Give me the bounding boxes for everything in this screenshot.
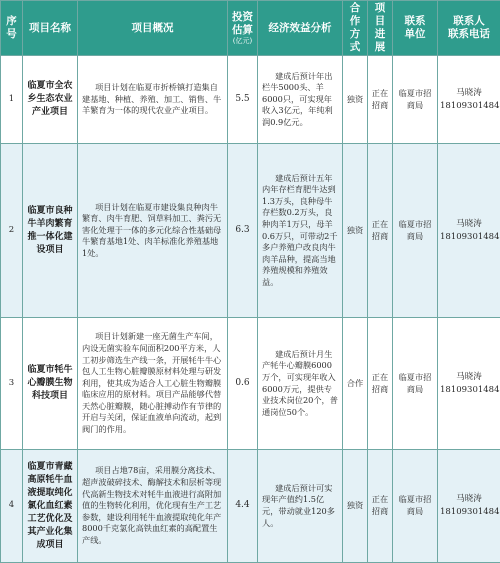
row-number: 4 <box>1 450 23 563</box>
contact-unit: 临夏市招商局 <box>393 144 438 318</box>
header-unit: 联系 单位 <box>393 1 438 56</box>
table-row <box>1 450 500 563</box>
investment-estimate: 4.4 <box>228 450 258 563</box>
contact-phone: 18109301484 <box>440 507 500 517</box>
project-progress: 正在招商 <box>368 318 393 450</box>
project-name: 临夏市青藏高原牦牛血液提取纯化氯化血红素工艺优化及其产业化集成项目 <box>23 450 78 563</box>
contact-person <box>438 144 500 318</box>
header-no: 序号 <box>1 1 23 56</box>
economic-benefit: 建成后预计月生产牦牛心瓣膜6000万个，可实现年收入6000万元，提供专业技术岗位20个，普通岗位50个。 <box>258 318 343 450</box>
contact-name: 马晓涛 <box>456 494 482 504</box>
header-summary: 项目概况 <box>78 1 228 56</box>
project-name: 临夏市全农乡生态农业产业项目 <box>23 56 78 144</box>
header-name: 项目名称 <box>23 1 78 56</box>
row-number: 2 <box>1 144 23 318</box>
table-row <box>1 318 500 450</box>
header-investment: 投资 估算 (亿元) <box>228 1 258 56</box>
cooperation-mode: 合作 <box>343 318 368 450</box>
header-progress: 项目 进展 <box>368 1 393 56</box>
contact-person <box>438 56 500 144</box>
investment-estimate: 5.5 <box>228 56 258 144</box>
row-number: 3 <box>1 318 23 450</box>
economic-benefit: 建成后预计五年内年存栏育肥牛达到1.3万头，良种母牛存栏数0.2万头，良种肉羊1万只，母羊0.6万只，可带动2千多户养殖户改良肉牛肉羊品种，提高当地养殖规模和养殖效益。 <box>258 144 343 318</box>
cooperation-mode: 独资 <box>343 56 368 144</box>
cooperation-mode: 独资 <box>343 450 368 563</box>
table-row <box>1 144 500 318</box>
investment-estimate: 0.6 <box>228 318 258 450</box>
project-progress: 正在招商 <box>368 450 393 563</box>
contact-unit: 临夏市招商局 <box>393 450 438 563</box>
project-summary: 项目计划在临夏市建设集良种肉牛繁育、肉牛育肥、饲草料加工、粪污无害化处理于一体的多元化综合性基础母牛繁育基地1处、肉羊标准化养殖基地1处。 <box>78 144 228 318</box>
contact-unit: 临夏市招商局 <box>393 56 438 144</box>
row-number: 1 <box>1 56 23 144</box>
contact-phone: 18109301484 <box>440 232 500 242</box>
header-cooperation: 合作 方式 <box>343 1 368 56</box>
project-progress: 正在招商 <box>368 56 393 144</box>
project-name: 临夏市牦牛心瓣膜生物科技项目 <box>23 318 78 450</box>
contact-phone: 18109301484 <box>440 385 500 395</box>
header-row <box>1 1 500 56</box>
project-summary: 项目占地78亩，采用膜分离技术、超声波破碎技术、酶解技术和层析等现代高新生物技术对牦牛血液进行高附加值的生物转化利用，优化现有生产工艺参数，建设利用牦牛血液提取纯化年产8000千克氯化高铁血红素的高配置生产线。 <box>78 450 228 563</box>
cooperation-mode: 独资 <box>343 144 368 318</box>
investment-estimate: 6.3 <box>228 144 258 318</box>
contact-person <box>438 450 500 563</box>
contact-unit: 临夏市招商局 <box>393 318 438 450</box>
project-progress: 正在招商 <box>368 144 393 318</box>
header-contact: 联系人 联系电话 <box>438 1 500 56</box>
project-summary: 项目计划新建一座无菌生产车间，内设无菌实验车间面积200平方米，人工初步筛选生产线一条，开展牦牛牛心包人工生物心脏瓣膜原材料处理与研发利用，使其成为适合人工心脏生物瓣膜临床应用的原材料。项目产品能够代替天然心脏瓣膜，随心脏搏动作有节律的开启与关闭，保证血液单向流动，起到阀门的作用。 <box>78 318 228 450</box>
contact-name: 马晓涛 <box>456 88 482 98</box>
economic-benefit: 建成后预计可实现年产值约1.5亿元，带动就业120多人。 <box>258 450 343 563</box>
contact-phone: 18109301484 <box>440 101 500 111</box>
contact-name: 马晓涛 <box>456 219 482 229</box>
contact-person <box>438 318 500 450</box>
project-summary: 项目计划在临夏市折桥镇打造集自建基地、种植、养殖、加工、销售、牛羊繁育为一体的现代农业产业项目。 <box>78 56 228 144</box>
economic-benefit: 建成后预计年出栏牛5000头、羊6000只，可实现年收入3亿元，年纯利润0.9亿元。 <box>258 56 343 144</box>
table-row <box>1 56 500 144</box>
contact-name: 马晓涛 <box>456 372 482 382</box>
header-benefit: 经济效益分析 <box>258 1 343 56</box>
project-name: 临夏市良种牛羊肉繁育推一体化建设项目 <box>23 144 78 318</box>
